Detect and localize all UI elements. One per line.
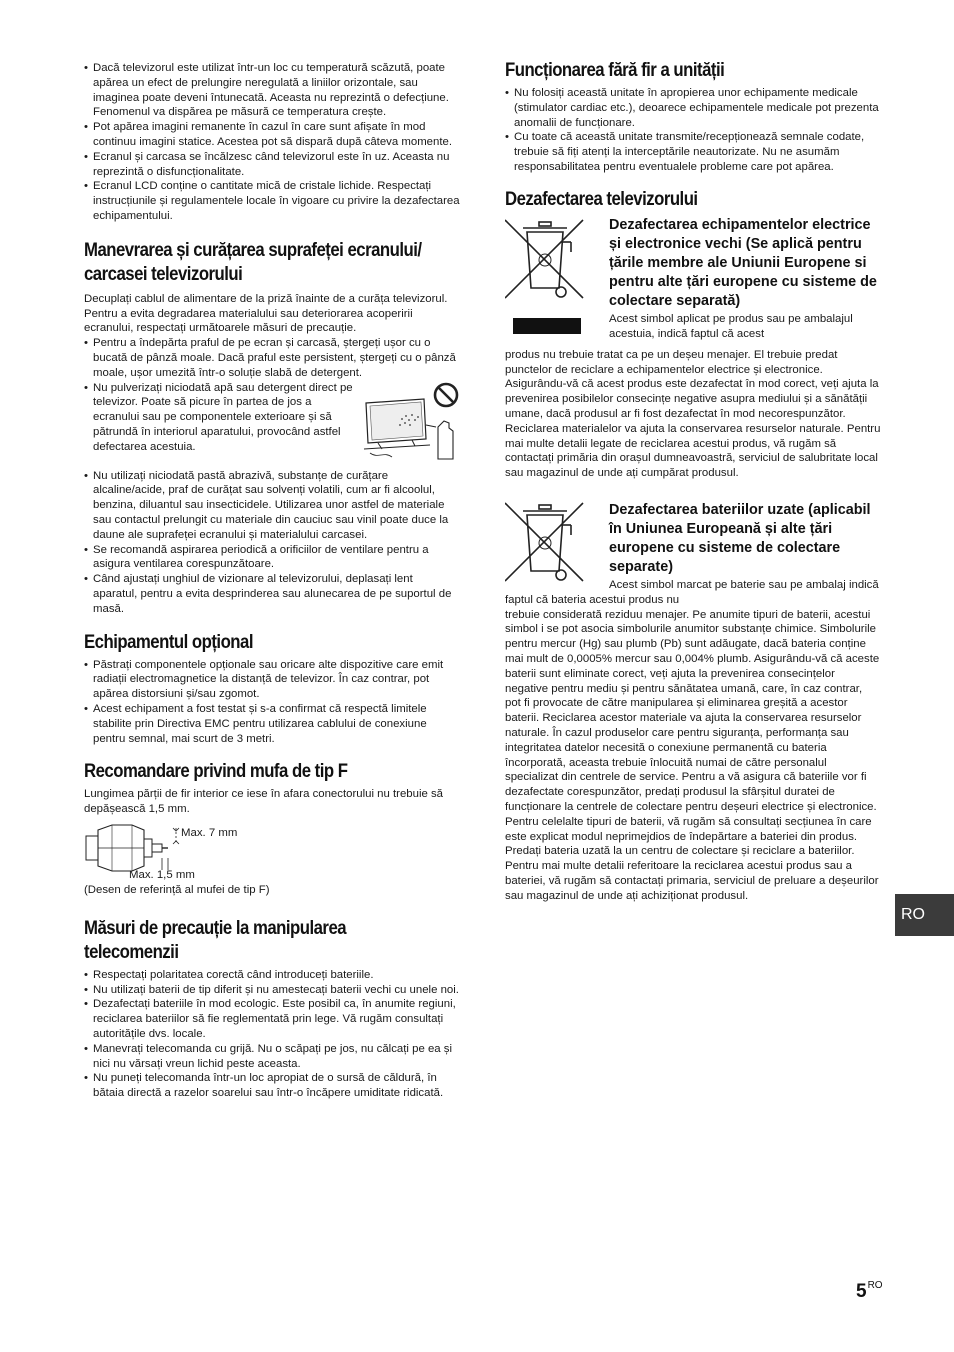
list-item: • Dezafectați bateriile în mod ecologic. Este posibil ca, în anumite regiuni, reciclarea bateriilor să fie reglementată prin lege. Vă rugăm consultați autoritățile dvs. locale. bbox=[84, 997, 460, 1041]
spray-warning-text: Nu pulverizați niciodată apă sau detergent direct pe televizor. Poate să picure în partea de jos a ecranului sau pe componentele exterioare și să pătrundă în interiorul aparatului, provocând astfel defectarea acestuia. bbox=[93, 381, 353, 453]
cleaning-heading: Manevrarea și curățarea suprafeței ecranului/ carcasei televizorului bbox=[84, 238, 422, 285]
page-number-suffix: RO bbox=[867, 1280, 883, 1291]
weee-block bbox=[505, 216, 881, 481]
weee-text-b: produs nu trebuie tratat ca pe un deșeu menajer. El trebuie predat punctelor de reciclare a echipamentelor electrice și electronice. Asigurându-vă că acest produs este dezafectat în mod corect, veți ajuta la prevenirea posibilelor consecințe negative asupra mediului și a sănătății umane, dacă produsul ar fi fost dezafectat în mod necorespunzător. Reciclarea materialelor va ajuta la conservarea resurselor naturale. Pentru mai multe detalii legate de reciclarea acestui produs, vă rugăm să contactați primăria din orașul dumneavoastră, serviciul de salubritate local sau magazinul de unde ați cumpărat produsul. bbox=[505, 348, 881, 480]
battery-text-b: trebuie considerată reziduu menajer. Pe anumite tipuri de baterii, acestui simbol i se pot asocia simbolurile anumitor substanțe chimice. Simbolurile pentru mercur (Hg) sau plumb (Pb) sunt adăugate, dacă bateria conține mai mult de 0,0005% mercur sau 0,004% plumb. Asigurându-vă că aceste baterii sunt eliminate corect, veți ajuta la prevenirea consecințelor negative pentru mediu și pentru sănătatea umană, care, în caz contrar, pot fi provocate de către manipularea și eliminarea greșită a acestor baterii. Reciclarea acestor materiale va ajuta la conservarea resurselor naturale. În cazul produselor care pentru siguranța, performanța sau integritatea datelor necesită o conexiune permanentă cu bateria încorporată, aceasta trebuie înlocuită numai de către personalul specializat din centrele de service. Pentru a vă asigura că bateriile vor fi dezafectate corespunzător, predați produsul la sfârșitul duratei de funcționare la centrele de colectare pentru deșeuri electrice și electronice. Pentru celelalte tipuri de baterii, vă rugăm să consultați secțiunea în care este explicat modul neprimejdios de îndepărtare a bateriei din produs. Predați bateria uzată la un centru de colectare și reciclare a bateriilor. Pentru mai multe detalii referitoare la reciclarea acestui produs sau a bateriei, vă rugăm să contactați primaria, serviciul de preluare a deșeurilor sau magazinul de unde ați achiziționat produsul. bbox=[505, 608, 880, 902]
list-item: • Acest echipament a fost testat și s-a confirmat că respectă limitele stabilite prin Directiva EMC pentru utilizarea cablului de conexiune pentru semnal, mai scurt de 3 metri. bbox=[84, 702, 460, 746]
language-tab: RO bbox=[895, 894, 954, 936]
list-item: • Pentru a îndepărta praful de pe ecran și carcasă, ștergeți ușor cu o bucată de pânză moale. Dacă praful este persistent, ștergeți cu o pânză moale, ușor umezită într-o soluție slabă de detergent. bbox=[84, 336, 460, 380]
max-1-5mm-label: Max. 1,5 mm bbox=[129, 868, 195, 881]
f-connector-drawing bbox=[84, 822, 194, 874]
list-item: • Ecranul LCD conține o cantitate mică de cristale lichide. Respectați instrucțiunile și regulamentele locale în vigoare cu privire la dezafectarea echipamentului. bbox=[84, 179, 460, 223]
battery-block bbox=[505, 501, 881, 904]
list-item: • Nu utilizați niciodată pastă abrazivă, substanțe de curățare alcaline/acide, praf de curățat sau solvenți volatili, cum ar fi alcoolul, benzina, diluantul sau insecticidele. Utilizarea unor astfel de materiale sau contactul prelungit cu materiale din cauciuc sau vinil poate duce la daune ale suprafeței ecranului și materialului carcasei. bbox=[84, 469, 460, 543]
list-item: • Păstrați componentele opționale sau oricare alte dispozitive care emit radiații electromagnetice la distanță de televizor. În caz contrar, pot apărea distorsiuni și/sau zgomot. bbox=[84, 658, 460, 702]
list-item: • Când ajustați unghiul de vizionare al televizorului, deplasați lent aparatul, pentru a evita desprinderea sau alunecarea de pe suportul de masă. bbox=[84, 572, 460, 616]
f-type-para: Lungimea părții de fir interior ce iese în afara conectorului nu trebuie să depășească 1,5 mm. bbox=[84, 788, 444, 816]
list-item: • Manevrați telecomanda cu grijă. Nu o scăpați pe jos, nu călcați pe ea și nici nu vărsați vreun lichid peste aceasta. bbox=[84, 1042, 460, 1072]
list-item: • Nu puneți telecomanda într-un loc apropiat de o sursă de căldură, în bătaia directă a razelor soarelui sau într-o încăpere umiditate ridicată. bbox=[84, 1071, 460, 1101]
optional-equipment-heading: Echipamentul opțional bbox=[84, 630, 253, 653]
page-number bbox=[856, 1281, 883, 1303]
f-type-heading: Recomandare privind mufa de tip F bbox=[84, 760, 348, 783]
list-item: • Nu utilizați baterii de tip diferit și nu amestecați baterii vechi cu unele noi. bbox=[84, 983, 460, 998]
right-column bbox=[505, 58, 881, 903]
cleaning-para-2: Pentru a evita degradarea materialului sau deteriorarea acoperirii ecranului, respectați următoarele măsuri de precauție. bbox=[84, 307, 413, 335]
f-type-diagram bbox=[84, 822, 460, 906]
list-item: • Pot apărea imagini remanente în cazul în care sunt afișate în mod continuu imagini statice. Acestea pot să dispară după câteva momente. bbox=[84, 120, 460, 150]
optional-bullet-list bbox=[84, 658, 460, 747]
list-item: • Respectați polaritatea corectă când introduceți bateriile. bbox=[84, 968, 460, 983]
list-item: • Se recomandă aspirarea periodică a orificiilor de ventilare pentru a asigura ventilarea corespunzătoare. bbox=[84, 543, 460, 573]
intro-bullet-list bbox=[84, 61, 460, 224]
list-item: • Dacă televizorul este utilizat într-un loc cu temperatură scăzută, poate apărea un efect de prelungire neregulată a liniilor orizontale, sau imaginea poate deveni întunecată. Aceasta nu reprezintă o defecțiune. Fenomenul va dispărea pe măsură ce temperatura crește. bbox=[84, 61, 460, 120]
battery-text-a: Acest simbol marcat pe baterie sau pe ambalaj indică faptul că bateria acestui produs nu bbox=[505, 578, 879, 606]
battery-title: Dezafectarea bateriilor uzate (aplicabil în Uniunea Europeană și alte țări europene cu sisteme de colectare separate) bbox=[609, 501, 871, 575]
max-7mm-label: Max. 7 mm bbox=[181, 826, 238, 839]
list-item: • Ecranul și carcasa se încălzesc când televizorul este în uz. Aceasta nu reprezintă o disfuncționalitate. bbox=[84, 150, 460, 180]
f-type-caption: (Desen de referință al mufei de tip F) bbox=[84, 883, 270, 896]
list-item bbox=[84, 381, 460, 469]
list-item: • Cu toate că această unitate transmite/recepționează semnale codate, trebuie să fiți atenți la interceptările neautorizate. Nu ne asumăm responsabilitatea pentru eventualele probleme care pot apărea. bbox=[505, 130, 881, 174]
battery-bin-icon bbox=[505, 501, 601, 589]
weee-title: Dezafectarea echipamentelor electrice și electronice vechi (Se aplică pentru țările membre ale Uniunii Europene si pentru alte țări europene cu sisteme de colectare separată) bbox=[609, 216, 877, 309]
remote-bullet-list bbox=[84, 968, 460, 1101]
weee-bin-icon bbox=[505, 216, 601, 348]
wireless-heading: Funcționarea fără fir a unității bbox=[505, 59, 725, 81]
spray-illustration bbox=[360, 381, 460, 465]
cleaning-bullet-list bbox=[84, 336, 460, 616]
weee-text-a: Acest simbol aplicat pe produs sau pe ambalajul acestuia, indică faptul că acest bbox=[609, 312, 853, 340]
wireless-bullet-list bbox=[505, 86, 881, 175]
cleaning-para-1: Decuplați cablul de alimentare de la priză înainte de a curăța televizorul. bbox=[84, 292, 448, 305]
remote-heading: Măsuri de precauție la manipularea telecomenzii bbox=[84, 916, 347, 963]
disposal-heading: Dezafectarea televizorului bbox=[505, 187, 698, 210]
page-number-digit: 5 bbox=[856, 1281, 867, 1302]
list-item: • Nu folosiți această unitate în apropierea unor echipamente medicale (stimulator cardiac etc.), deoarece echipamentele medicale pot prezenta anomalii de funcționare. bbox=[505, 86, 881, 130]
left-column bbox=[84, 61, 460, 1101]
